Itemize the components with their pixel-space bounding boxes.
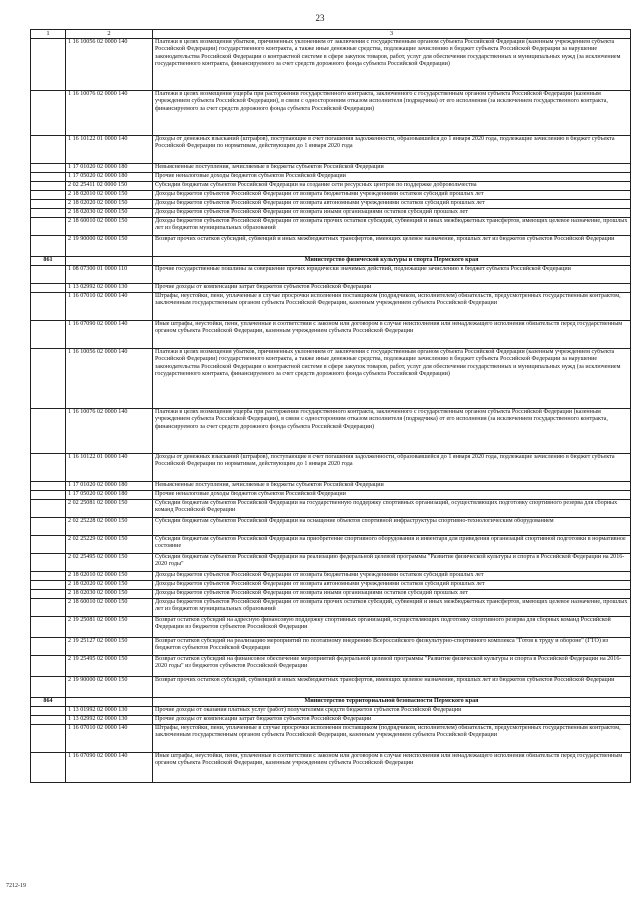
description-cell: Субсидии бюджетам субъектов Российской Федерации на государственную поддержку спортивных организаций, осуществляющих подготовку спортивного резерва для сборных команд Российской Федерации [153,499,631,517]
admin-code-cell [31,265,66,283]
description-cell: Платежи в целях возмещения убытков, причиненных уклонением от заключения с государственным органом субъекта Российской Федерации (казенным учреждением субъекта Российской Федерации) государственного контракта, а также иные денежные средства, подлежащие зачислению в бюджет субъекта Российской Федерации за нарушение законодательства Российской Федерации о контрактной системе в сфере закупок товаров, работ, услуг для обеспечения государственных и муниципальных нужд (за исключением государственного контракта, финансируемого за счет средств дорожного фонда субъекта Российской Федерации) [153,348,631,408]
description-cell: Доходы бюджетов субъектов Российской Федерации от возврата автономными учреждениями остатков субсидий прошлых лет [153,199,631,208]
admin-code-cell [31,752,66,782]
admin-code-cell [31,235,66,256]
section-header-row [31,256,631,265]
admin-code-cell [31,598,66,616]
budget-code-cell: 1 17 05020 02 0000 180 [66,172,153,181]
description-cell: Прочие неналоговые доходы бюджетов субъектов Российской Федерации [153,172,631,181]
admin-code-cell [31,90,66,135]
table-row [31,598,631,616]
admin-code-cell [31,676,66,697]
description-cell: Платежи в целях возмещения ущерба при расторжении государственного контракта, заключенного с государственным органом субъекта Российской Федерации (казенным учреждением субъекта Российской Федерации), в связи с односторонним отказом исполнителя (подрядчика) от его исполнения (за исключением государственного контракта, финансируемого за счет средств дорожного фонда субъекта Российской Федерации) [153,90,631,135]
table-row [31,181,631,190]
budget-code-cell: 1 17 01020 02 0000 180 [66,163,153,172]
table-row [31,589,631,598]
table-row [31,408,631,453]
budget-code-cell: 2 02 25229 02 0000 150 [66,535,153,553]
budget-code-cell: 2 18 02030 02 0000 150 [66,589,153,598]
budget-code-cell: 2 18 02010 02 0000 150 [66,190,153,199]
description-cell: Возврат прочих остатков субсидий, субвенций и иных межбюджетных трансфертов, имеющих целевое назначение, прошлых лет из бюджетов субъектов Российской Федерации [153,676,631,697]
table-row [31,38,631,90]
description-cell: Невыясненные поступления, зачисляемые в бюджеты субъектов Российской Федерации [153,163,631,172]
description-cell: Прочие доходы от компенсации затрат бюджетов субъектов Российской Федерации [153,283,631,292]
table-row [31,580,631,589]
budget-code-cell: 1 13 01992 02 0000 130 [66,706,153,715]
budget-code-cell [66,697,153,706]
table-row [31,235,631,256]
budget-code-cell: 2 19 25495 02 0000 150 [66,655,153,676]
description-cell: Возврат остатков субсидий на финансовое обеспечение мероприятий федеральной целевой программы "Развитие физической культуры и спорта в Российской Федерации на 2016-2020 годы" из бюджетов субъектов Российской Федерации [153,655,631,676]
description-cell: Доходы бюджетов субъектов Российской Федерации от возврата прочих остатков субсидий, субвенций и иных межбюджетных трансфертов, имеющих целевое назначение, прошлых лет из бюджетов муниципальных образований [153,217,631,235]
table-row [31,499,631,517]
table-row [31,348,631,408]
table-row [31,571,631,580]
table-row [31,172,631,181]
admin-code-cell [31,38,66,90]
table-row [31,715,631,724]
admin-code-cell [31,706,66,715]
budget-code-cell: 2 18 02020 02 0000 150 [66,580,153,589]
admin-code-cell: 864 [31,697,66,706]
description-cell: Иные штрафы, неустойки, пени, уплаченные в соответствии с законом или договором в случае неисполнения или ненадлежащего исполнения обязательств перед государственным органом субъекта Российской Федерации, казенным учреждением субъекта Российской Федерации [153,752,631,782]
description-cell: Субсидии бюджетам субъектов Российской Федерации на реализацию федеральной целевой программы "Развитие физической культуры и спорта в Российской Федерации на 2016-2020 годы" [153,553,631,571]
table-row [31,535,631,553]
description-cell: Платежи в целях возмещения убытков, причиненных уклонением от заключения с государственным органом субъекта Российской Федерации (казенным учреждением субъекта Российской Федерации) государственного контракта, а также иные денежные средства, подлежащие зачислению в бюджет субъекта Российской Федерации за нарушение законодательства Российской Федерации о контрактной системе в сфере закупок товаров, работ, услуг для обеспечения государственных и муниципальных нужд (за исключением государственного контракта, финансируемого за счет средств дорожного фонда субъекта Российской Федерации) [153,38,631,90]
admin-code-cell [31,535,66,553]
description-cell: Доходы бюджетов субъектов Российской Федерации от возврата бюджетными учреждениями остатков субсидий прошлых лет [153,190,631,199]
description-cell: Штрафы, неустойки, пени, уплаченные в случае просрочки исполнения поставщиком (подрядчиком, исполнителем) обязательств, предусмотренных государственным контрактом, заключенным государственным органом субъекта Российской Федерации, казенным учреждением субъекта Российской Федерации [153,292,631,320]
description-cell: Доходы бюджетов субъектов Российской Федерации от возврата прочих остатков субсидий, субвенций и иных межбюджетных трансфертов, имеющих целевое назначение, прошлых лет из бюджетов муниципальных образований [153,598,631,616]
table-row [31,453,631,481]
description-cell: Прочие государственные пошлины за совершение прочих юридически значимых действий, подлежащие зачислению в бюджет субъекта Российской Федерации [153,265,631,283]
table-row [31,320,631,348]
header-col-1: 1 [31,30,66,39]
budget-code-cell: 2 19 90000 02 0000 150 [66,235,153,256]
budget-code-cell: 1 16 10076 02 0000 140 [66,408,153,453]
budget-code-cell: 2 19 25127 02 0000 150 [66,637,153,655]
admin-code-cell [31,348,66,408]
table-row [31,724,631,752]
admin-code-cell [31,163,66,172]
description-cell: Невыясненные поступления, зачисляемые в бюджеты субъектов Российской Федерации [153,481,631,490]
description-cell: Платежи в целях возмещения ущерба при расторжении государственного контракта, заключенного с государственным органом субъекта Российской Федерации (казенным учреждением субъекта Российской Федерации), в связи с односторонним отказом исполнителя (подрядчика) от его исполнения (за исключением государственного контракта, финансируемого за счет средств дорожного фонда субъекта Российской Федерации) [153,408,631,453]
table-body [31,30,631,783]
table-row [31,637,631,655]
admin-code-cell [31,320,66,348]
budget-code-cell: 2 02 25081 02 0000 150 [66,499,153,517]
admin-code-cell [31,655,66,676]
budget-code-cell: 1 13 02992 02 0000 130 [66,283,153,292]
budget-code-cell: 2 18 02010 02 0000 150 [66,571,153,580]
budget-code-cell: 2 02 25495 02 0000 150 [66,553,153,571]
admin-code-cell [31,616,66,637]
budget-code-cell: 1 16 07010 02 0000 140 [66,724,153,752]
admin-code-cell [31,217,66,235]
admin-code-cell [31,408,66,453]
description-cell: Доходы от денежных взысканий (штрафов), поступающие в счет погашения задолженности, образовавшейся до 1 января 2020 года, подлежащие зачислению в бюджет субъекта Российской Федерации по нормативам, действующим до 1 января 2020 года [153,135,631,163]
admin-code-cell [31,580,66,589]
admin-code-cell [31,453,66,481]
admin-code-cell [31,199,66,208]
table-row [31,655,631,676]
budget-code-cell: 1 17 05020 02 0000 180 [66,490,153,499]
table-row [31,199,631,208]
table-row [31,283,631,292]
description-cell: Доходы от денежных взысканий (штрафов), поступающие в счет погашения задолженности, образовавшейся до 1 января 2020 года, подлежащие зачислению в бюджет субъекта Российской Федерации по нормативам, действующим до 1 января 2020 года [153,453,631,481]
budget-code-cell: 1 16 07090 02 0000 140 [66,752,153,782]
budget-code-cell: 2 02 25228 02 0000 150 [66,517,153,535]
description-cell: Возврат остатков субсидий на адресную финансовую поддержку спортивных организаций, осуществляющих подготовку спортивного резерва для сборных команд Российской Федерации из бюджетов субъектов Российской Федерации [153,616,631,637]
budget-code-cell: 1 08 07300 01 0000 110 [66,265,153,283]
budget-code-cell: 2 18 02030 02 0000 150 [66,208,153,217]
table-row [31,163,631,172]
admin-code-cell [31,190,66,199]
budget-code-cell: 1 16 10122 01 0000 140 [66,453,153,481]
budget-code-cell: 1 16 07090 02 0000 140 [66,320,153,348]
admin-code-cell [31,135,66,163]
budget-code-cell: 1 16 10056 02 0000 140 [66,348,153,408]
admin-code-cell [31,715,66,724]
section-title-cell: Министерство территориальной безопасности Пермского края [153,697,631,706]
admin-code-cell [31,181,66,190]
page-number: 23 [315,13,325,23]
admin-code-cell [31,499,66,517]
table-row [31,616,631,637]
admin-code-cell [31,283,66,292]
budget-code-cell: 2 18 60010 02 0000 150 [66,217,153,235]
description-cell: Доходы бюджетов субъектов Российской Федерации от возврата автономными учреждениями остатков субсидий прошлых лет [153,580,631,589]
description-cell: Доходы бюджетов субъектов Российской Федерации от возврата иными организациями остатков субсидий прошлых лет [153,589,631,598]
budget-code-cell: 1 16 10122 01 0000 140 [66,135,153,163]
admin-code-cell [31,637,66,655]
table-row [31,553,631,571]
description-cell: Субсидии бюджетам субъектов Российской Федерации на создание сети ресурсных центров по поддержке добровольчества [153,181,631,190]
admin-code-cell [31,571,66,580]
table-row [31,265,631,283]
table-row [31,490,631,499]
description-cell: Доходы бюджетов субъектов Российской Федерации от возврата бюджетными учреждениями остатков субсидий прошлых лет [153,571,631,580]
header-col-2: 2 [66,30,153,39]
table-header-row [31,30,631,39]
budget-code-cell: 2 18 60010 02 0000 150 [66,598,153,616]
admin-code-cell: 861 [31,256,66,265]
admin-code-cell [31,481,66,490]
table-row [31,481,631,490]
budget-code-cell: 1 13 02992 02 0000 130 [66,715,153,724]
description-cell: Возврат прочих остатков субсидий, субвенций и иных межбюджетных трансфертов, имеющих целевое назначение, прошлых лет из бюджетов субъектов Российской Федерации [153,235,631,256]
table-row [31,292,631,320]
table-row [31,217,631,235]
budget-code-cell: 1 16 10076 02 0000 140 [66,90,153,135]
table-row [31,190,631,199]
budget-code-cell: 1 16 07010 02 0000 140 [66,292,153,320]
admin-code-cell [31,724,66,752]
admin-code-cell [31,208,66,217]
budget-code-cell: 1 17 01020 02 0000 180 [66,481,153,490]
footer-document-code: 7212-19 [6,883,26,889]
table-row [31,90,631,135]
budget-code-cell: 2 02 25411 02 0000 150 [66,181,153,190]
table-row [31,208,631,217]
budget-table-container [30,29,630,783]
description-cell: Иные штрафы, неустойки, пени, уплаченные в соответствии с законом или договором в случае неисполнения или ненадлежащего исполнения обязательств перед государственным органом субъекта Российской Федерации, казенным учреждением субъекта Российской Федерации [153,320,631,348]
description-cell: Субсидии бюджетам субъектов Российской Федерации на приобретение спортивного оборудования и инвентаря для приведения организаций спортивной подготовки в нормативное состояние [153,535,631,553]
description-cell: Прочие неналоговые доходы бюджетов субъектов Российской Федерации [153,490,631,499]
admin-code-cell [31,589,66,598]
budget-code-cell: 1 16 10056 02 0000 140 [66,38,153,90]
description-cell: Субсидии бюджетам субъектов Российской Федерации на оснащение объектов спортивной инфраструктуры спортивно-технологическим оборудованием [153,517,631,535]
budget-code-cell: 2 19 90000 02 0000 150 [66,676,153,697]
description-cell: Прочие доходы от оказания платных услуг (работ) получателями средств бюджетов субъектов Российской Федерации [153,706,631,715]
admin-code-cell [31,517,66,535]
admin-code-cell [31,553,66,571]
budget-code-cell: 2 18 02020 02 0000 150 [66,199,153,208]
admin-code-cell [31,172,66,181]
header-col-3: 3 [153,30,631,39]
table-row [31,135,631,163]
section-title-cell: Министерство физической культуры и спорта Пермского края [153,256,631,265]
description-cell: Возврат остатков субсидий на реализацию мероприятий по поэтапному внедрению Всероссийского физкультурно-спортивного комплекса "Готов к труду и обороне" (ГТО) из бюджетов субъектов Российской Федерации [153,637,631,655]
budget-revenue-table [30,29,631,783]
table-row [31,752,631,782]
admin-code-cell [31,292,66,320]
description-cell: Прочие доходы от компенсации затрат бюджетов субъектов Российской Федерации [153,715,631,724]
table-row [31,517,631,535]
table-row [31,676,631,697]
budget-code-cell [66,256,153,265]
description-cell: Доходы бюджетов субъектов Российской Федерации от возврата иными организациями остатков субсидий прошлых лет [153,208,631,217]
admin-code-cell [31,490,66,499]
description-cell: Штрафы, неустойки, пени, уплаченные в случае просрочки исполнения поставщиком (подрядчиком, исполнителем) обязательств, предусмотренных государственным контрактом, заключенным государственным органом субъекта Российской Федерации, казенным учреждением субъекта Российской Федерации [153,724,631,752]
table-row [31,706,631,715]
budget-code-cell: 2 19 25081 02 0000 150 [66,616,153,637]
section-header-row [31,697,631,706]
